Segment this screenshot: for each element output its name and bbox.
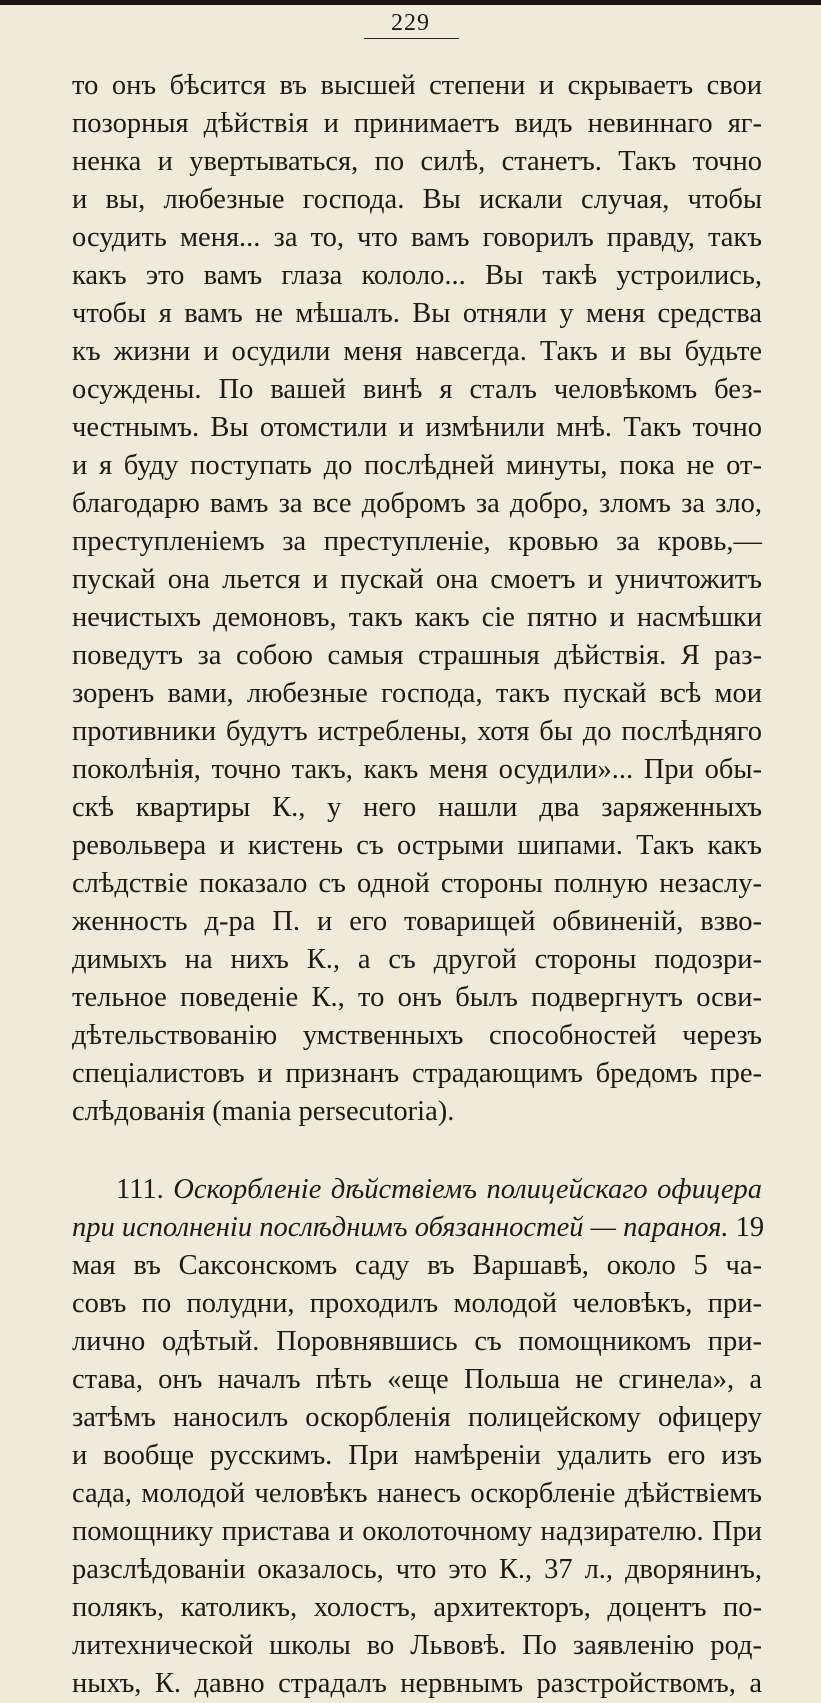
text-line: револьвера и кистень съ острыми шипами. Такъ какъ [72, 830, 762, 861]
text-line: то онъ бѣсится въ высшей степени и скрываетъ свои [72, 70, 762, 101]
text-line: какъ это вамъ глаза кололо... Вы такѣ устроились, [72, 260, 762, 291]
text-line: позорныя дѣйствія и принимаетъ видъ невиннаго яг- [72, 108, 762, 139]
text-line: полякъ, католикъ, холостъ, архитекторъ, доцентъ по- [72, 1592, 762, 1623]
page-number-rule [364, 38, 459, 39]
text-line: мая въ Саксонскомъ саду въ Варшавѣ, около 5 ча- [72, 1250, 762, 1281]
page-number: 229 [391, 10, 430, 36]
text-line: литехнической школы во Львовѣ. По заявленію род- [72, 1630, 762, 1661]
text-line: затѣмъ наносилъ оскорбленія полицейскому офицеру [72, 1402, 762, 1433]
text-line: совъ по полудни, проходилъ молодой человѣкъ, при- [72, 1288, 762, 1319]
case-heading-part-2: при исполненіи послѣднимъ обязанностей — параноя. [72, 1212, 729, 1243]
text-line: скѣ квартиры К., у него нашли два заряженныхъ [72, 792, 762, 823]
case-heading-tail: 19 [735, 1212, 765, 1243]
text-line: лично одѣтый. Поровнявшись съ помощникомъ при- [72, 1326, 762, 1357]
paragraph-gap [72, 1131, 762, 1171]
text-line: помощнику пристава и околоточному надзирателю. При [72, 1516, 762, 1547]
text-line: и вы, любезные господа. Вы искали случая, чтобы [72, 184, 762, 215]
case-number: 111. [116, 1174, 164, 1205]
text-line: и вообще русскимъ. При намѣреніи удалить его изъ [72, 1440, 762, 1471]
text-line: тельное поведеніе К., то онъ былъ подвергнутъ осви- [72, 982, 762, 1013]
text-line: нечистыхъ демоновъ, такъ какъ сіе пятно и насмѣшки [72, 602, 762, 633]
text-line: женность д-ра П. и его товарищей обвиненій, взво- [72, 906, 762, 937]
paragraph-1 [72, 67, 762, 1131]
text-line: осуждены. По вашей винѣ я сталъ человѣкомъ без- [72, 374, 762, 405]
text-line: поведутъ за собою самыя страшныя дѣйствія. Я раз- [72, 640, 762, 671]
case-heading-part-1: Оскорбленіе дѣйствіемъ полицейскаго офицера [173, 1174, 763, 1205]
text-line: сада, молодой человѣкъ нанесъ оскорбленіе дѣйствіемъ [72, 1478, 762, 1509]
text-line: чтобы я вамъ не мѣшалъ. Вы отняли у меня средства [72, 298, 762, 329]
page-text [72, 67, 765, 1703]
text-line: димыхъ на нихъ К., а съ другой стороны подозри- [72, 944, 762, 975]
case-heading-line [72, 1171, 762, 1209]
text-line: дѣтельствованію умственныхъ способностей черезъ [72, 1020, 762, 1051]
text-line: противники будутъ истреблены, хотя бы до послѣдняго [72, 716, 762, 747]
page-top-edge [0, 0, 821, 5]
text-line: зоренъ вами, любезные господа, такъ пускай всѣ мои [72, 678, 762, 709]
text-line: поколѣнія, точно такъ, какъ меня осудили»... При обы- [72, 754, 762, 785]
text-line: къ жизни и осудили меня навсегда. Такъ и вы будьте [72, 336, 762, 367]
text-line: честнымъ. Вы отомстили и измѣнили мнѣ. Такъ точно [72, 412, 762, 443]
text-line: спеціалистовъ и признанъ страдающимъ бредомъ пре- [72, 1058, 762, 1089]
text-line: ныхъ, К. давно страдалъ нервнымъ разстройствомъ, а [72, 1668, 762, 1699]
text-line: преступленіемъ за преступленіе, кровью за кровь,— [72, 526, 762, 557]
text-line: пускай она льется и пускай она смоетъ и уничтожитъ [72, 564, 762, 595]
text-line: разслѣдованіи оказалось, что это К., 37 л., дворянинъ, [72, 1554, 762, 1585]
text-line: слѣдованія (mania persecutoria). [72, 1096, 455, 1127]
paragraph-2 [72, 1171, 765, 1703]
text-line: слѣдствіе показало съ одной стороны полную незаслу- [72, 868, 762, 899]
text-line: и я буду поступать до послѣдней минуты, пока не от- [72, 450, 762, 481]
case-heading-line-2 [72, 1209, 765, 1247]
text-line: става, онъ началъ пѣть «еще Польша не сгинела», а [72, 1364, 762, 1395]
text-line: благодарю вамъ за все добромъ за добро, зломъ за зло, [72, 488, 762, 519]
paragraph-2-body [72, 1247, 762, 1703]
text-line: осудить меня... за то, что вамъ говорилъ правду, такъ [72, 222, 762, 253]
text-line: ненка и увертываться, по силѣ, станетъ. Такъ точно [72, 146, 762, 177]
